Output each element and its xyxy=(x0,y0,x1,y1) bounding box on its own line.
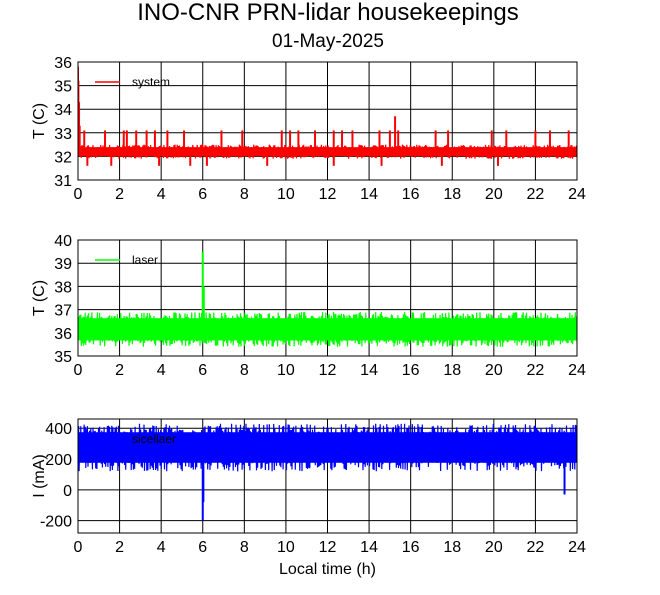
y-tick-label: 36 xyxy=(54,325,72,343)
x-tick-label: 20 xyxy=(484,539,503,556)
x-tick-label: 12 xyxy=(318,186,337,203)
x-tick-label: 4 xyxy=(156,362,166,379)
y-tick-label: 38 xyxy=(54,279,72,297)
y-tick-label: 34 xyxy=(54,102,72,120)
x-tick-label: 12 xyxy=(318,362,337,379)
x-tick-label: 20 xyxy=(484,186,503,203)
x-tick-label: 8 xyxy=(239,186,249,203)
y-tick-label: 0 xyxy=(63,482,72,500)
y-tick-label: 35 xyxy=(54,349,72,366)
panel-3 xyxy=(31,419,586,578)
x-tick-label: 10 xyxy=(277,186,295,203)
panels xyxy=(31,55,586,578)
y-tick-label: 33 xyxy=(54,125,72,143)
panel-1 xyxy=(31,55,586,203)
x-axis-label: Local time (h) xyxy=(279,561,376,578)
x-tick-label: 20 xyxy=(484,362,503,379)
y-tick-label: 40 xyxy=(54,233,72,250)
x-tick-label: 4 xyxy=(156,186,166,203)
x-tick-label: 24 xyxy=(568,539,586,556)
chart-subtitle: 01-May-2025 xyxy=(272,31,384,52)
chart-title: INO-CNR PRN-lidar housekeepings xyxy=(137,0,519,26)
x-tick-label: 6 xyxy=(198,539,208,556)
y-tick-label: 200 xyxy=(45,452,72,470)
x-tick-label: 18 xyxy=(443,186,462,203)
x-tick-label: 6 xyxy=(198,362,208,379)
y-axis-label: I (mA) xyxy=(31,454,48,498)
x-tick-label: 22 xyxy=(526,539,545,556)
x-tick-label: 10 xyxy=(277,362,295,379)
y-axis-label: T (C) xyxy=(31,279,48,317)
x-tick-label: 14 xyxy=(360,186,378,203)
x-tick-label: 16 xyxy=(401,186,420,203)
y-tick-label: 37 xyxy=(54,302,72,320)
x-tick-label: 2 xyxy=(115,539,125,556)
x-tick-label: 0 xyxy=(73,186,83,203)
y-tick-label: 31 xyxy=(54,173,72,190)
panel-2 xyxy=(31,233,586,379)
x-tick-label: 6 xyxy=(198,186,208,203)
x-tick-label: 0 xyxy=(73,362,83,379)
x-tick-label: 22 xyxy=(526,362,545,379)
series-band-system xyxy=(78,147,577,156)
y-tick-label: 400 xyxy=(45,421,72,439)
y-axis-label: T (C) xyxy=(31,102,48,140)
x-tick-label: 18 xyxy=(443,362,462,379)
x-tick-label: 10 xyxy=(277,539,295,556)
y-tick-label: -200 xyxy=(39,513,72,531)
x-tick-label: 18 xyxy=(443,539,462,556)
legend-label-sicellaer: sicellaer xyxy=(132,432,177,446)
x-tick-label: 24 xyxy=(568,186,586,203)
x-tick-label: 14 xyxy=(360,362,378,379)
legend-label-system: system xyxy=(132,75,171,89)
x-tick-label: 0 xyxy=(73,539,83,556)
x-tick-label: 8 xyxy=(239,539,249,556)
y-tick-label: 35 xyxy=(54,78,72,96)
x-tick-label: 4 xyxy=(156,539,166,556)
x-tick-label: 16 xyxy=(401,362,420,379)
y-tick-label: 39 xyxy=(54,256,72,274)
x-tick-label: 12 xyxy=(318,539,337,556)
legend-label-laser: laser xyxy=(132,253,159,267)
x-tick-label: 2 xyxy=(115,186,125,203)
x-tick-label: 16 xyxy=(401,539,420,556)
y-tick-label: 32 xyxy=(54,149,72,167)
x-tick-label: 22 xyxy=(526,186,545,203)
x-tick-label: 24 xyxy=(568,362,586,379)
x-tick-label: 14 xyxy=(360,539,378,556)
y-tick-label: 36 xyxy=(54,55,72,72)
x-tick-label: 8 xyxy=(239,362,249,379)
series-band-laser xyxy=(78,318,577,340)
x-tick-label: 2 xyxy=(115,362,125,379)
